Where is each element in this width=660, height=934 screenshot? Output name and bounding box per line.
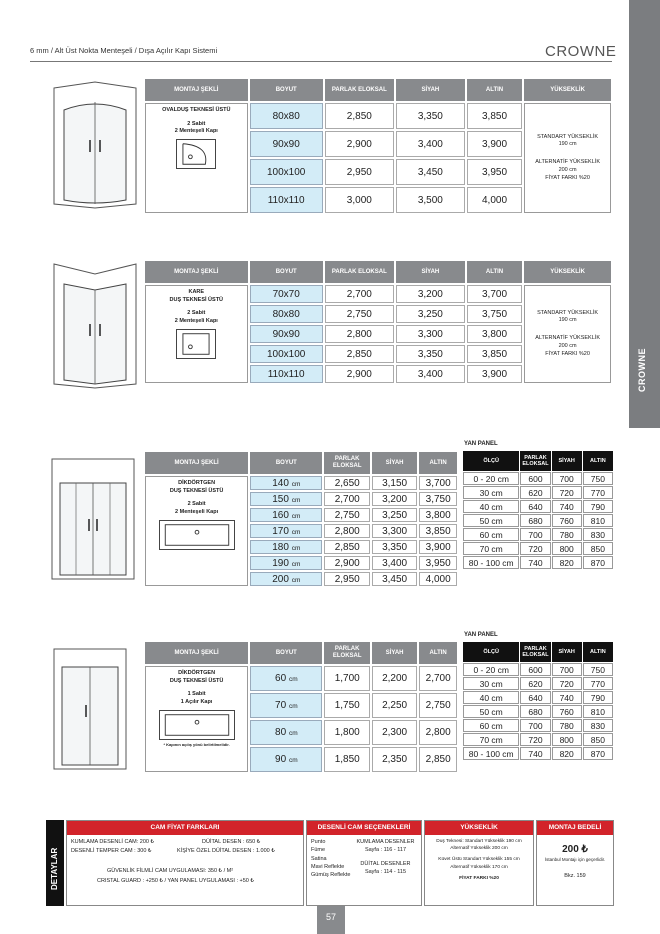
side-cell: 820 (552, 556, 582, 569)
price-siyah: 3,350 (396, 103, 465, 129)
col-parlak: PARLAK ELOKSAL (324, 642, 369, 664)
price-altin: 3,700 (467, 285, 522, 303)
price-altin: 3,700 (419, 476, 457, 490)
size-cell: 80x80 (250, 305, 323, 323)
col-boyut: BOYUT (250, 452, 322, 474)
price-table-rectangle (143, 450, 459, 588)
price-parlak: 1,700 (324, 666, 369, 691)
height-alt-label: ALTERNATİF YÜKSEKLİK (535, 335, 600, 342)
side-cell: 70 cm (463, 542, 519, 555)
height-line: Alternatif Yükseklik 170 cm (450, 864, 508, 870)
height-alt-value: 200 cm (558, 166, 577, 173)
size-cell: 70x70 (250, 285, 323, 303)
price-parlak: 2,650 (324, 476, 369, 490)
price-parlak: 2,900 (325, 365, 394, 383)
side-col-siyah: SİYAH (552, 642, 582, 662)
col-montaj: MONTAJ ŞEKLİ (145, 452, 248, 474)
price-siyah: 3,250 (396, 305, 465, 323)
price-parlak: 2,750 (325, 305, 394, 323)
montaj-line: 2 Sabit (187, 120, 206, 127)
col-montaj: MONTAJ ŞEKLİ (145, 642, 248, 664)
size-cell: 170 cm (250, 524, 322, 538)
size-cell: 100x100 (250, 345, 323, 363)
price-altin: 3,750 (467, 305, 522, 323)
montaj-line: DUŞ TEKNESİ ÜSTÜ (169, 487, 224, 494)
side-cell: 620 (520, 486, 550, 499)
price-siyah: 3,200 (396, 285, 465, 303)
size-cell: 150 cm (250, 492, 322, 506)
price-altin: 3,750 (419, 492, 457, 506)
installation-ref: Bkz. 159 (564, 872, 586, 879)
size-cell: 80x80 (250, 103, 323, 129)
price-siyah: 3,300 (372, 524, 417, 538)
montaj-line: 1 Açılır Kapı (180, 699, 213, 706)
installation-price: 200 ₺ (562, 844, 588, 855)
pattern-ref: DÜİTAL DESENLER (360, 860, 411, 867)
col-boyut: BOYUT (250, 261, 323, 283)
side-cell: 600 (520, 472, 550, 485)
side-cell: 770 (583, 486, 613, 499)
montaj-line: 2 Menteşeli Kapı (174, 128, 218, 135)
side-cell: 640 (520, 500, 550, 513)
col-siyah: SİYAH (396, 79, 465, 101)
side-tab-label: CROWNE (637, 348, 647, 392)
side-cell: 50 cm (463, 705, 519, 718)
price-siyah: 3,400 (396, 365, 465, 383)
size-cell: 110x110 (250, 365, 323, 383)
height-box (424, 820, 534, 906)
price-diff-label: FİYAT FARKI %20 (545, 174, 590, 181)
price-altin: 3,800 (419, 508, 457, 522)
shower-tray-plan-icon (176, 139, 216, 169)
side-cell: 80 - 100 cm (463, 556, 519, 569)
glass-line: GÜVENLİK FİLMLİ CAM UYGULAMASI: 350 ₺ / M² (107, 868, 234, 874)
side-cell: 870 (583, 747, 613, 760)
side-cell: 800 (552, 733, 582, 746)
side-cell: 680 (520, 705, 550, 718)
height-line: Duş Teknesi: Standart Yükseklik 190 cm (436, 839, 522, 844)
montaj-line: DUŞ TEKNESİ ÜSTÜ (169, 296, 224, 303)
side-col-altin: ALTIN (583, 642, 613, 662)
montaj-cell (145, 476, 248, 586)
side-cell: 850 (583, 542, 613, 555)
price-altin: 4,000 (419, 572, 457, 586)
height-alt-value: 200 cm (558, 342, 577, 349)
side-cell: 830 (583, 719, 613, 732)
size-cell: 180 cm (250, 540, 322, 554)
side-cell: 720 (520, 733, 550, 746)
shower-tray-plan-icon (176, 329, 216, 359)
header-text: 6 mm / Alt Üst Nokta Menteşeli / Dışa Açılır Kapı Sistemi (30, 46, 218, 55)
shower-rectangle-illustration (48, 455, 138, 585)
height-std-label: STANDART YÜKSEKLİK (537, 309, 599, 316)
side-cell: 760 (552, 705, 582, 718)
price-parlak: 2,800 (324, 524, 369, 538)
side-cell: 80 - 100 cm (463, 747, 519, 760)
side-col-siyah: SİYAH (552, 451, 582, 471)
details-side-text: DETAYLAR (50, 847, 59, 890)
price-parlak: 2,850 (325, 345, 394, 363)
price-siyah: 2,200 (372, 666, 417, 691)
size-cell: 140 cm (250, 476, 322, 490)
side-col-olcu: ÖLÇÜ (463, 642, 519, 662)
price-parlak: 2,700 (324, 492, 369, 506)
brand-title: CROWNE (545, 43, 617, 60)
side-cell: 60 cm (463, 719, 519, 732)
col-montaj: MONTAJ ŞEKLİ (145, 261, 248, 283)
price-siyah: 3,150 (372, 476, 417, 490)
side-cell: 850 (583, 733, 613, 746)
price-altin: 3,800 (467, 325, 522, 343)
door-direction-note: * Kapının açılış yönü belirtilmelidir. (163, 741, 230, 747)
side-col-altin: ALTIN (583, 451, 613, 471)
size-cell: 190 cm (250, 556, 322, 570)
size-cell: 160 cm (250, 508, 322, 522)
col-parlak: PARLAK ELOKSAL (325, 261, 394, 283)
pattern-ref: Sayfa : 116 - 117 (364, 847, 407, 854)
price-altin: 3,900 (419, 540, 457, 554)
price-siyah: 3,350 (396, 345, 465, 363)
side-cell: 700 (520, 528, 550, 541)
size-cell: 60 cm (250, 666, 322, 691)
side-cell: 0 - 20 cm (463, 472, 519, 485)
height-std-label: STANDART YÜKSEKLİK (537, 133, 599, 140)
height-info (524, 285, 611, 383)
col-parlak: PARLAK ELOKSAL (324, 452, 369, 474)
price-altin: 2,800 (419, 720, 457, 745)
side-cell: 740 (552, 691, 582, 704)
price-altin: 2,750 (419, 693, 457, 718)
pattern-item: Gümüş Reflekte (311, 872, 351, 878)
side-cell: 870 (583, 556, 613, 569)
price-siyah: 3,400 (372, 556, 417, 570)
price-parlak: 2,950 (324, 572, 369, 586)
side-cell: 0 - 20 cm (463, 663, 519, 676)
price-table-single-door (143, 640, 459, 774)
price-parlak: 1,750 (324, 693, 369, 718)
height-std-value: 190 cm (558, 317, 577, 324)
montaj-line: 2 Menteşeli Kapı (175, 509, 219, 516)
side-cell: 700 (552, 472, 582, 485)
height-line: Küvet Üstü Standart Yükseklik 155 cm (438, 857, 520, 863)
side-cell: 50 cm (463, 514, 519, 527)
price-siyah: 2,300 (372, 720, 417, 745)
shower-square-illustration (50, 260, 140, 390)
price-altin: 3,850 (419, 524, 457, 538)
side-cell: 60 cm (463, 528, 519, 541)
size-cell: 90 cm (250, 747, 322, 772)
col-siyah: SİYAH (372, 642, 417, 664)
side-cell: 720 (552, 677, 582, 690)
price-siyah: 3,500 (396, 187, 465, 213)
installation-title: MONTAJ BEDELİ (537, 821, 613, 835)
shower-tray-plan-icon (159, 710, 235, 740)
col-altin: ALTIN (467, 261, 522, 283)
montaj-line: OVALDUŞ TEKNESİ ÜSTÜ (162, 107, 231, 113)
montaj-line: 2 Sabit (187, 310, 206, 317)
price-table-oval (143, 77, 613, 215)
price-altin: 3,850 (467, 345, 522, 363)
height-box-title: YÜKSEKLİK (425, 821, 533, 835)
pattern-ref: Sayfa : 114 - 115 (364, 868, 407, 875)
shower-tray-plan-icon (159, 520, 235, 550)
price-parlak: 3,000 (325, 187, 394, 213)
price-altin: 3,850 (467, 103, 522, 129)
side-cell: 680 (520, 514, 550, 527)
glass-line: KUMLAMA DESENLİ CAM: 200 ₺ (71, 839, 154, 845)
price-siyah: 3,350 (372, 540, 417, 554)
side-cell: 770 (583, 677, 613, 690)
glass-price-title: CAM FİYAT FARKLARI (67, 821, 303, 835)
col-siyah: SİYAH (396, 261, 465, 283)
height-line: Alternatif Yükseklik 200 cm (450, 846, 508, 852)
side-cell: 600 (520, 663, 550, 676)
price-siyah: 3,300 (396, 325, 465, 343)
price-parlak: 1,800 (324, 720, 369, 745)
pattern-item: Mavi Reflekte (311, 863, 345, 870)
price-siyah: 3,450 (396, 159, 465, 185)
side-cell: 30 cm (463, 486, 519, 499)
price-parlak: 2,900 (325, 131, 394, 157)
side-cell: 810 (583, 705, 613, 718)
side-cell: 740 (552, 500, 582, 513)
side-cell: 70 cm (463, 733, 519, 746)
montaj-cell (145, 666, 248, 772)
price-parlak: 2,850 (325, 103, 394, 129)
side-cell: 800 (552, 542, 582, 555)
details-section (46, 820, 614, 906)
height-std-value: 190 cm (558, 141, 577, 148)
col-siyah: SİYAH (372, 452, 417, 474)
price-parlak: 2,900 (324, 556, 369, 570)
size-cell: 100x100 (250, 159, 323, 185)
glass-price-box (66, 820, 304, 906)
side-cell: 810 (583, 514, 613, 527)
pattern-item: Punto (311, 839, 326, 845)
montaj-line: DİKDÖRTGEN (178, 670, 216, 676)
shower-quadrant-illustration (50, 80, 140, 210)
side-tab (629, 0, 660, 428)
side-col-olcu: ÖLÇÜ (463, 451, 519, 471)
size-cell: 200 cm (250, 572, 322, 586)
shower-single-door-illustration (50, 645, 130, 775)
side-cell: 790 (583, 500, 613, 513)
height-info (524, 103, 611, 213)
montaj-line: 2 Menteşeli Kapı (174, 318, 218, 325)
side-cell: 760 (552, 514, 582, 527)
col-altin: ALTIN (467, 79, 522, 101)
montaj-cell (145, 285, 248, 383)
installation-box (536, 820, 614, 906)
side-cell: 780 (552, 528, 582, 541)
installation-note: İstanbul Montajı için geçerlidir. (544, 857, 606, 862)
side-cell: 720 (520, 542, 550, 555)
size-cell: 110x110 (250, 187, 323, 213)
header-rule (30, 61, 612, 62)
glass-line: KİŞİYE ÖZEL DÜİTAL DESEN : 1.000 ₺ (177, 848, 275, 854)
side-panel-table (462, 641, 614, 761)
price-table-square (143, 259, 613, 385)
side-panel-title: YAN PANEL (464, 632, 498, 638)
side-col-parlak: PARLAK ELOKSAL (520, 451, 550, 471)
price-siyah: 3,250 (372, 508, 417, 522)
side-cell: 780 (552, 719, 582, 732)
side-col-parlak: PARLAK ELOKSAL (520, 642, 550, 662)
side-cell: 720 (552, 486, 582, 499)
size-cell: 90x90 (250, 131, 323, 157)
height-line: FİYAT FARKI %20 (459, 875, 499, 881)
side-cell: 40 cm (463, 500, 519, 513)
side-cell: 740 (520, 747, 550, 760)
price-diff-label: FİYAT FARKI %20 (545, 350, 590, 357)
price-altin: 3,950 (467, 159, 522, 185)
size-cell: 80 cm (250, 720, 322, 745)
pattern-item: Satina (311, 855, 327, 862)
price-altin: 3,900 (467, 365, 522, 383)
side-cell: 700 (520, 719, 550, 732)
price-altin: 3,950 (419, 556, 457, 570)
col-altin: ALTIN (419, 452, 457, 474)
side-cell: 790 (583, 691, 613, 704)
montaj-line: DİKDÖRTGEN (178, 480, 216, 486)
side-cell: 40 cm (463, 691, 519, 704)
montaj-line: KARE (188, 289, 205, 295)
side-cell: 740 (520, 556, 550, 569)
glass-line: DESENLİ TEMPER CAM : 300 ₺ (71, 848, 152, 854)
montaj-line: DUŞ TEKNESİ ÜSTÜ (169, 677, 224, 684)
price-parlak: 1,850 (324, 747, 369, 772)
col-yukseklik: YÜKSEKLİK (524, 261, 611, 283)
side-cell: 750 (583, 472, 613, 485)
price-siyah: 3,200 (372, 492, 417, 506)
col-boyut: BOYUT (250, 642, 322, 664)
pattern-options-title: DESENLİ CAM SEÇENEKLERİ (307, 821, 421, 835)
side-cell: 620 (520, 677, 550, 690)
pattern-options-box (306, 820, 422, 906)
side-cell: 750 (583, 663, 613, 676)
montaj-cell (145, 103, 248, 213)
size-cell: 70 cm (250, 693, 322, 718)
price-siyah: 2,350 (372, 747, 417, 772)
height-alt-label: ALTERNATİF YÜKSEKLİK (535, 159, 600, 166)
price-altin: 4,000 (467, 187, 522, 213)
montaj-line: 2 Sabit (187, 501, 206, 508)
side-cell: 830 (583, 528, 613, 541)
pattern-item: Füme (311, 847, 326, 854)
side-panel-table (462, 450, 614, 570)
price-parlak: 2,700 (325, 285, 394, 303)
glass-line: CRISTAL GUARD : +250 ₺ / YAN PANEL UYGULAMASI : +50 ₺ (97, 878, 254, 884)
price-siyah: 3,400 (396, 131, 465, 157)
price-altin: 2,850 (419, 747, 457, 772)
col-boyut: BOYUT (250, 79, 323, 101)
price-altin: 3,900 (467, 131, 522, 157)
size-cell: 90x90 (250, 325, 323, 343)
glass-line: DÜİTAL DESEN : 650 ₺ (202, 839, 261, 845)
side-cell: 820 (552, 747, 582, 760)
price-parlak: 2,750 (324, 508, 369, 522)
col-yukseklik: YÜKSEKLİK (524, 79, 611, 101)
side-cell: 640 (520, 691, 550, 704)
pattern-ref: KUMLAMA DESENLER (356, 839, 415, 845)
price-parlak: 2,850 (324, 540, 369, 554)
side-cell: 700 (552, 663, 582, 676)
col-parlak: PARLAK ELOKSAL (325, 79, 394, 101)
col-altin: ALTIN (419, 642, 457, 664)
price-siyah: 2,250 (372, 693, 417, 718)
details-side-label (46, 820, 64, 906)
side-panel-title: YAN PANEL (464, 441, 498, 447)
montaj-line: 1 Sabit (187, 691, 206, 698)
col-montaj: MONTAJ ŞEKLİ (145, 79, 248, 101)
price-altin: 2,700 (419, 666, 457, 691)
side-cell: 30 cm (463, 677, 519, 690)
price-parlak: 2,800 (325, 325, 394, 343)
price-parlak: 2,950 (325, 159, 394, 185)
page-number: 57 (317, 906, 345, 934)
price-siyah: 3,450 (372, 572, 417, 586)
